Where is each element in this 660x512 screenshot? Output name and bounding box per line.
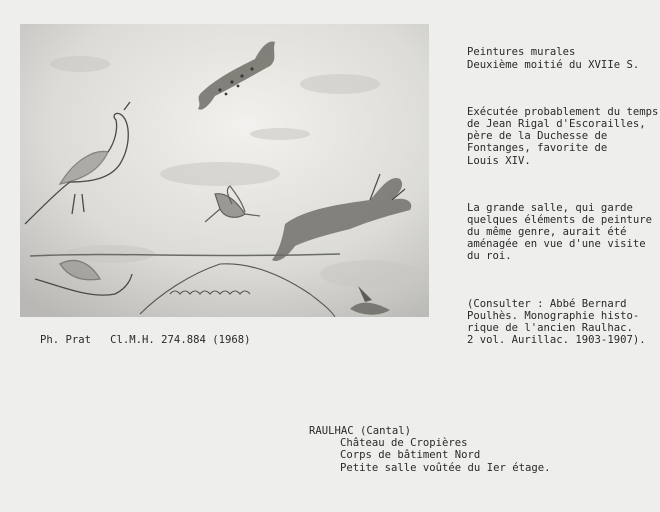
description-text <box>467 22 658 369</box>
description-title: Peintures murales Deuxième moitié du XVIIe S. <box>467 46 640 71</box>
location-building: Corps de bâtiment Nord <box>340 449 481 462</box>
description-paragraph-reference: (Consulter : Abbé Bernard Poulhès. Monographie histo- rique de l'ancien Raulhac. 2 vol. Aurillac. 1903-1907). <box>467 297 646 347</box>
description-paragraph-dating: Exécutée probablement du temps de Jean Rigal d'Escorailles, père de la Duchesse de Fontanges, favorite de Louis XIV. <box>467 105 659 167</box>
location-room: Petite salle voûtée du Ier étage. <box>340 461 551 474</box>
location-caption <box>309 425 550 474</box>
description-paragraph-hall: La grande salle, qui garde quelques éléments de peinture du même genre, aurait été aménagée en vue d'une visite du roi. <box>467 201 652 263</box>
mural-painting-image <box>20 24 429 317</box>
location-chateau: Château de Cropières <box>340 437 468 450</box>
mural-photograph <box>20 24 429 317</box>
location-commune: RAULHAC (Cantal) <box>309 425 412 437</box>
photo-credit: Ph. Prat Cl.M.H. 274.884 (1968) <box>40 334 251 346</box>
